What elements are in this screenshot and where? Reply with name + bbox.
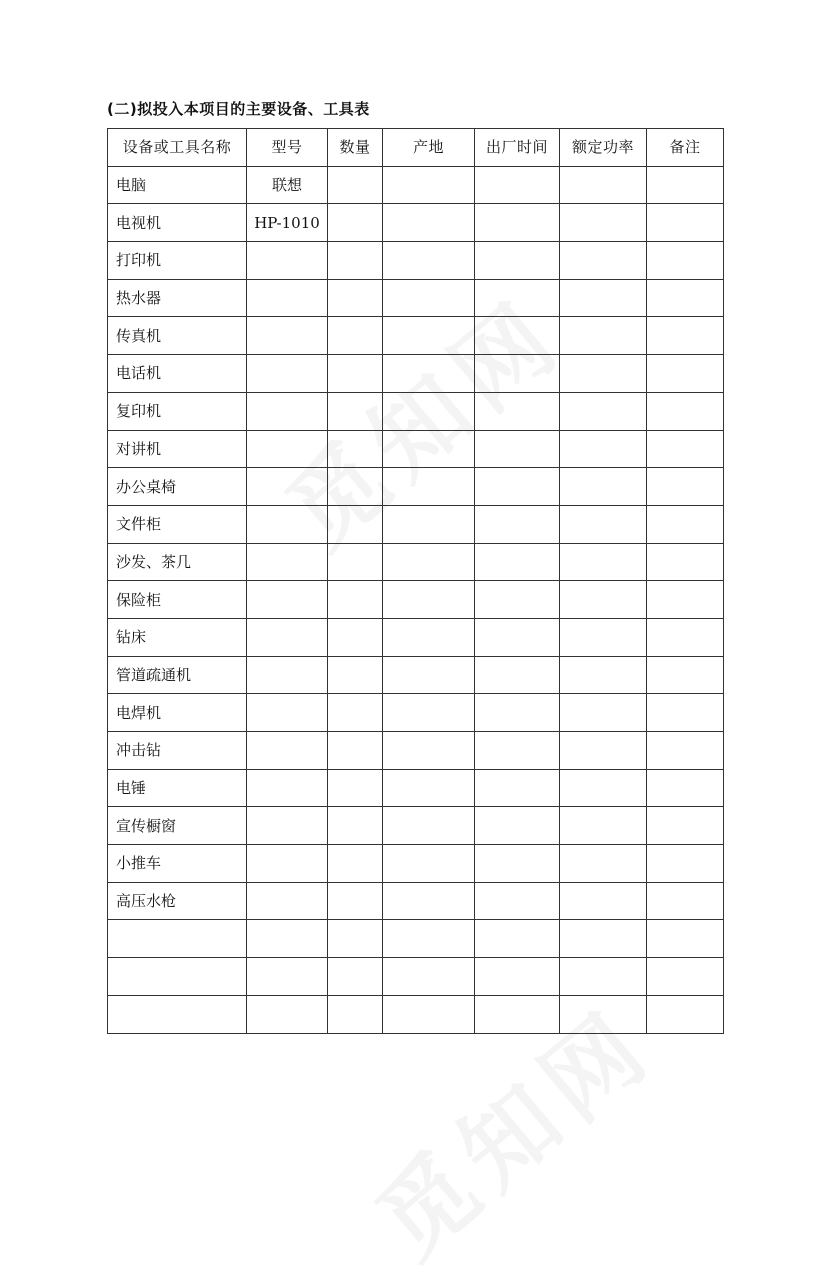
table-cell [328,317,383,355]
equipment-name-cell: 保险柜 [108,581,247,619]
table-row [108,845,724,883]
table-cell [647,317,724,355]
table-header-row [108,129,724,167]
table-cell [247,920,328,958]
column-header: 型号 [247,129,328,167]
table-cell [328,732,383,770]
table-cell [247,995,328,1033]
table-cell [560,581,647,619]
table-cell [475,920,560,958]
table-cell [647,355,724,393]
table-cell [560,807,647,845]
table-cell [247,543,328,581]
table-cell [328,543,383,581]
table-cell [383,920,475,958]
table-cell [247,355,328,393]
equipment-table [107,128,724,1034]
table-row [108,317,724,355]
table-cell [475,995,560,1033]
table-cell [560,958,647,996]
table-cell [328,581,383,619]
table-cell [247,807,328,845]
table-cell [647,430,724,468]
table-cell [247,958,328,996]
table-cell [560,694,647,732]
table-cell [475,958,560,996]
table-cell [247,732,328,770]
table-cell [383,317,475,355]
table-cell [647,694,724,732]
table-cell [560,769,647,807]
table-cell [383,694,475,732]
table-row [108,732,724,770]
table-cell [475,392,560,430]
table-cell [383,468,475,506]
table-cell [383,166,475,204]
equipment-name-cell: 热水器 [108,279,247,317]
table-row [108,958,724,996]
table-cell [560,279,647,317]
table-cell [328,430,383,468]
table-cell [647,656,724,694]
table-row [108,505,724,543]
table-cell [647,242,724,280]
table-row [108,656,724,694]
table-cell [383,204,475,242]
table-row [108,468,724,506]
table-cell [647,166,724,204]
equipment-name-cell: 办公桌椅 [108,468,247,506]
table-cell [647,958,724,996]
table-cell [328,618,383,656]
table-row [108,242,724,280]
table-cell [475,845,560,883]
table-row [108,995,724,1033]
table-cell [475,656,560,694]
table-cell [383,581,475,619]
table-cell [328,166,383,204]
table-cell [475,242,560,280]
table-row [108,581,724,619]
table-cell [647,392,724,430]
table-cell [383,958,475,996]
table-cell [328,694,383,732]
table-cell [560,995,647,1033]
table-cell [475,807,560,845]
table-cell [475,505,560,543]
table-cell [328,392,383,430]
table-cell [247,656,328,694]
table-row [108,355,724,393]
column-header: 产地 [383,129,475,167]
equipment-name-cell: 电焊机 [108,694,247,732]
table-row [108,807,724,845]
table-cell [560,355,647,393]
table-row [108,694,724,732]
page-title: (二)拟投入本项目的主要设备、工具表 [107,100,370,118]
table-cell [560,392,647,430]
table-cell [560,505,647,543]
table-cell [383,807,475,845]
table-cell [383,845,475,883]
table-row [108,279,724,317]
table-cell [475,468,560,506]
table-row [108,920,724,958]
equipment-name-cell: 电视机 [108,204,247,242]
table-cell [383,543,475,581]
table-cell: HP-1010 [247,204,328,242]
equipment-name-cell: 电话机 [108,355,247,393]
table-cell [328,279,383,317]
table-cell [560,317,647,355]
table-cell [560,242,647,280]
table-cell [475,581,560,619]
table-cell [475,694,560,732]
table-cell [647,505,724,543]
table-cell [328,807,383,845]
column-header: 设备或工具名称 [108,129,247,167]
table-body [108,166,724,1033]
table-cell [560,543,647,581]
table-row [108,769,724,807]
equipment-name-cell: 传真机 [108,317,247,355]
equipment-name-cell: 电锤 [108,769,247,807]
table-cell [475,618,560,656]
column-header: 出厂时间 [475,129,560,167]
table-cell [647,581,724,619]
table-cell [560,732,647,770]
table-cell [247,769,328,807]
table-cell [560,166,647,204]
table-cell: 联想 [247,166,328,204]
table-row [108,204,724,242]
equipment-name-cell [108,958,247,996]
table-cell [247,581,328,619]
table-cell [475,769,560,807]
table-cell [247,618,328,656]
table-cell [328,845,383,883]
table-cell [328,242,383,280]
table-cell [383,995,475,1033]
table-cell [383,505,475,543]
table-cell [247,505,328,543]
equipment-name-cell: 小推车 [108,845,247,883]
table-cell [383,430,475,468]
table-cell [647,845,724,883]
table-cell [560,204,647,242]
equipment-name-cell: 文件柜 [108,505,247,543]
table-cell [328,920,383,958]
table-row [108,430,724,468]
table-row [108,543,724,581]
table-cell [647,204,724,242]
table-cell [560,430,647,468]
table-cell [475,430,560,468]
table-cell [383,355,475,393]
table-cell [647,732,724,770]
table-cell [328,204,383,242]
table-cell [383,656,475,694]
table-cell [328,355,383,393]
table-cell [560,618,647,656]
table-cell [475,204,560,242]
table-cell [328,769,383,807]
table-cell [247,242,328,280]
table-cell [247,279,328,317]
table-cell [475,317,560,355]
equipment-name-cell: 打印机 [108,242,247,280]
table-cell [383,882,475,920]
table-cell [328,958,383,996]
table-row [108,882,724,920]
table-cell [475,279,560,317]
table-cell [247,882,328,920]
table-cell [383,392,475,430]
table-cell [383,618,475,656]
table-cell [383,279,475,317]
table-cell [475,882,560,920]
table-cell [647,807,724,845]
table-cell [647,920,724,958]
table-cell [647,882,724,920]
table-cell [560,882,647,920]
table-cell [247,392,328,430]
table-cell [560,845,647,883]
table-cell [247,694,328,732]
equipment-name-cell: 钻床 [108,618,247,656]
equipment-name-cell: 冲击钻 [108,732,247,770]
table-cell [328,656,383,694]
table-cell [475,543,560,581]
table-row [108,392,724,430]
equipment-name-cell: 复印机 [108,392,247,430]
table-cell [247,468,328,506]
equipment-name-cell: 电脑 [108,166,247,204]
table-cell [328,468,383,506]
table-cell [328,505,383,543]
table-cell [647,618,724,656]
table-cell [383,769,475,807]
table-cell [328,995,383,1033]
table-cell [247,845,328,883]
table-cell [247,317,328,355]
table-cell [475,355,560,393]
column-header: 备注 [647,129,724,167]
equipment-name-cell: 宣传橱窗 [108,807,247,845]
table-cell [560,468,647,506]
table-cell [647,279,724,317]
table-cell [647,543,724,581]
table-cell [475,166,560,204]
equipment-name-cell [108,920,247,958]
table-cell [560,656,647,694]
table-cell [383,242,475,280]
table-cell [475,732,560,770]
table-cell [647,995,724,1033]
column-header: 额定功率 [560,129,647,167]
table-cell [328,882,383,920]
table-cell [647,468,724,506]
column-header: 数量 [328,129,383,167]
table-row [108,618,724,656]
equipment-name-cell: 管道疏通机 [108,656,247,694]
table-cell [647,769,724,807]
equipment-name-cell [108,995,247,1033]
table-cell [383,732,475,770]
equipment-name-cell: 对讲机 [108,430,247,468]
table-cell [247,430,328,468]
equipment-name-cell: 高压水枪 [108,882,247,920]
table-cell [560,920,647,958]
equipment-name-cell: 沙发、茶几 [108,543,247,581]
table-row [108,166,724,204]
